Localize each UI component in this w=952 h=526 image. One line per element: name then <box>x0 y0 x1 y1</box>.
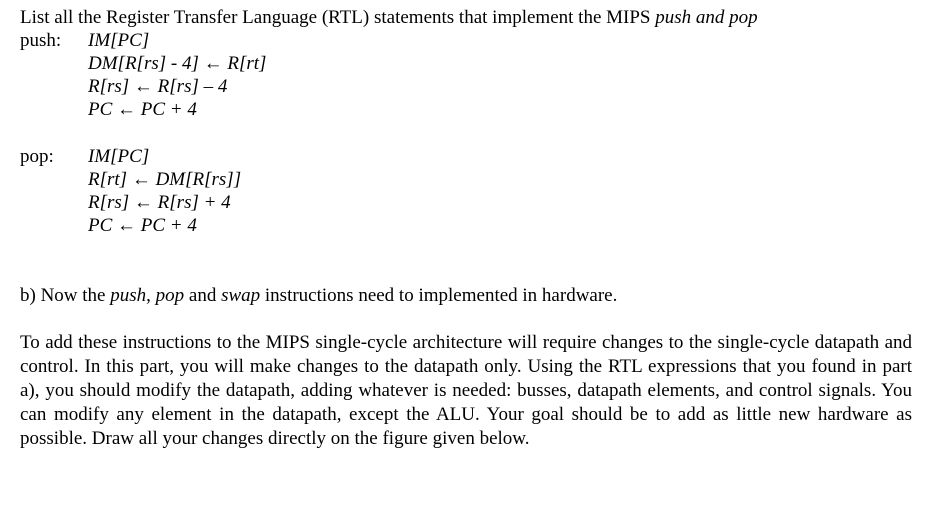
pop-statement: R[rt] ← DM[R[rs]] <box>88 169 242 190</box>
question-b-push: push <box>110 285 147 306</box>
push-statement: DM[R[rs] - 4] ← R[rt] <box>88 53 267 74</box>
push-statement: PC ← PC + 4 <box>88 99 197 120</box>
pop-statement: PC ← PC + 4 <box>88 215 197 236</box>
question-a-heading <box>20 6 920 29</box>
question-b-sep1: , <box>146 285 156 306</box>
push-label: push: <box>20 30 62 51</box>
pop-block <box>20 145 920 237</box>
question-b-swap: swap <box>221 285 261 306</box>
question-b-suffix: instructions need to implemented in hardware. <box>260 285 618 306</box>
question-b-prefix: b) Now the <box>20 285 111 306</box>
push-statement: R[rs] ← R[rs] – 4 <box>88 76 228 97</box>
document-page <box>20 6 920 451</box>
question-b-heading <box>20 284 920 307</box>
pop-statements <box>88 145 241 237</box>
question-b-pop: pop <box>155 285 185 306</box>
question-b-sep2: and <box>184 285 222 306</box>
pop-statement: R[rs] ← R[rs] + 4 <box>88 192 231 213</box>
push-statement: IM[PC] <box>88 30 150 51</box>
pop-statement: IM[PC] <box>88 146 150 167</box>
question-a-intro: List all the Register Transfer Language (RTL) statements that implement the MIPS <box>20 7 656 28</box>
pop-label: pop: <box>20 146 54 167</box>
instructions-paragraph: To add these instructions to the MIPS single-cycle architecture will require changes to the single-cycle datapath and control. In this part, you will make changes to the datapath only. Using the RTL expressions that you found in part a), you should modify the datapath, adding whatever is needed: busses, datapath elements, and control signals. You can modify any element in the datapath, except the ALU. Your goal should be to add as little new hardware as possible. Draw all your changes directly on the figure given below. <box>20 332 912 449</box>
push-block <box>20 29 920 121</box>
push-statements <box>88 29 266 121</box>
question-a-intro-italic: push and pop <box>655 7 758 28</box>
